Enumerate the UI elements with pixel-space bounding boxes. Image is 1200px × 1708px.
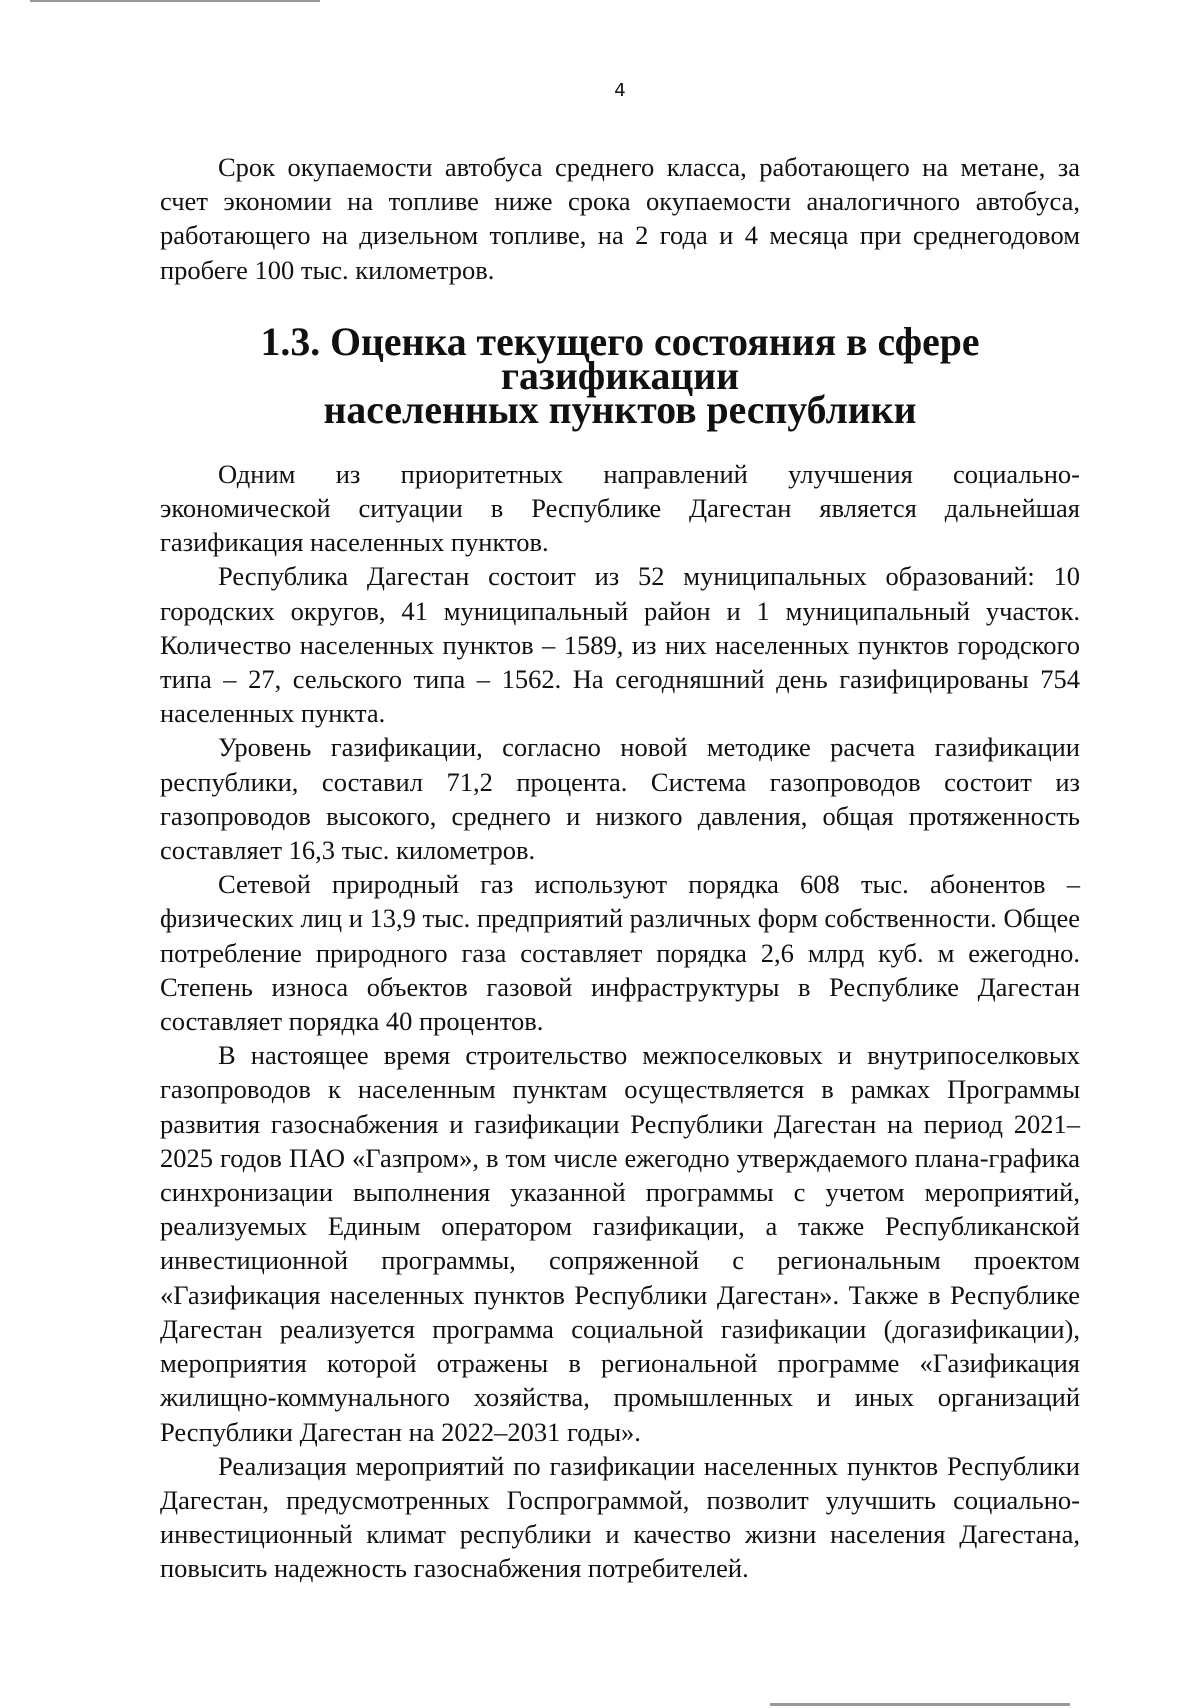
section-paragraph: Сетевой природный газ используют порядка 608 тыс. абонентов – физических лиц и 13,9 тыс. предприятий различных форм собственности. Общее потребление природного газа составляет порядка 2,6 млрд куб. м ежегодно. Степень износа объектов газовой инфраструктуры в Республике Дагестан составляет порядка 40 процентов. bbox=[160, 869, 1080, 1037]
document-body bbox=[160, 150, 1080, 1586]
section-paragraph: Одним из приоритетных направлений улучшения социально-экономической ситуации в Республике Дагестан является дальнейшая газификация населенных пунктов. bbox=[160, 458, 1080, 558]
section-paragraph: Реализация мероприятий по газификации населенных пунктов Республики Дагестан, предусмотренных Госпрограммой, позволит улучшить социально-инвестиционный климат республики и качество жизни населения Дагестана, повысить надежность газоснабжения потребителей. bbox=[160, 1450, 1080, 1584]
scan-edge-mark-top bbox=[30, 0, 320, 2]
section-paragraph: Уровень газификации, согласно новой методике расчета газификации республики, составил 71,2 процента. Система газопроводов состоит из газопроводов высокого, среднего и низкого давления, общая протяженность составляет 16,3 тыс. километров. bbox=[160, 732, 1080, 866]
section-heading bbox=[160, 319, 1080, 432]
page-number: 4 bbox=[614, 80, 626, 101]
scan-edge-mark-bottom bbox=[770, 1703, 1070, 1706]
section-paragraph: Республика Дагестан состоит из 52 муниципальных образований: 10 городских округов, 41 муниципальный район и 1 муниципальный участок. Количество населенных пунктов – 1589, из них населенных пунктов городского типа – 27, сельского типа – 1562. На сегодняшний день газифицированы 754 населенных пункта. bbox=[160, 561, 1080, 729]
intro-paragraph: Срок окупаемости автобуса среднего класса, работающего на метане, за счет экономии на топливе ниже срока окупаемости аналогичного автобуса, работающего на дизельном топливе, на 2 года и 4 месяца при среднегодовом пробеге 100 тыс. километров. bbox=[160, 152, 1080, 285]
section-heading-line-1: 1.3. Оценка текущего состояния в сфере газификации bbox=[260, 319, 980, 398]
section-paragraph: В настоящее время строительство межпоселковых и внутрипоселковых газопроводов к населенным пунктам осуществляется в рамках Программы развития газоснабжения и газификации Республики Дагестан на период 2021–2025 годов ПАО «Газпром», в том числе ежегодно утверждаемого плана-графика синхронизации выполнения указанной программы с учетом мероприятий, реализуемых Единым оператором газификации, а также Республиканской инвестиционной программы, сопряженной с региональным проектом «Газификация населенных пунктов Республики Дагестан». Также в Республике Дагестан реализуется программа социальной газификации (догазификации), мероприятия которой отражены в региональной программе «Газификация жилищно-коммунального хозяйства, промышленных и иных организаций Республики Дагестан на 2022–2031 годы». bbox=[160, 1040, 1080, 1447]
section-heading-line-2: населенных пунктов республики bbox=[323, 387, 917, 432]
